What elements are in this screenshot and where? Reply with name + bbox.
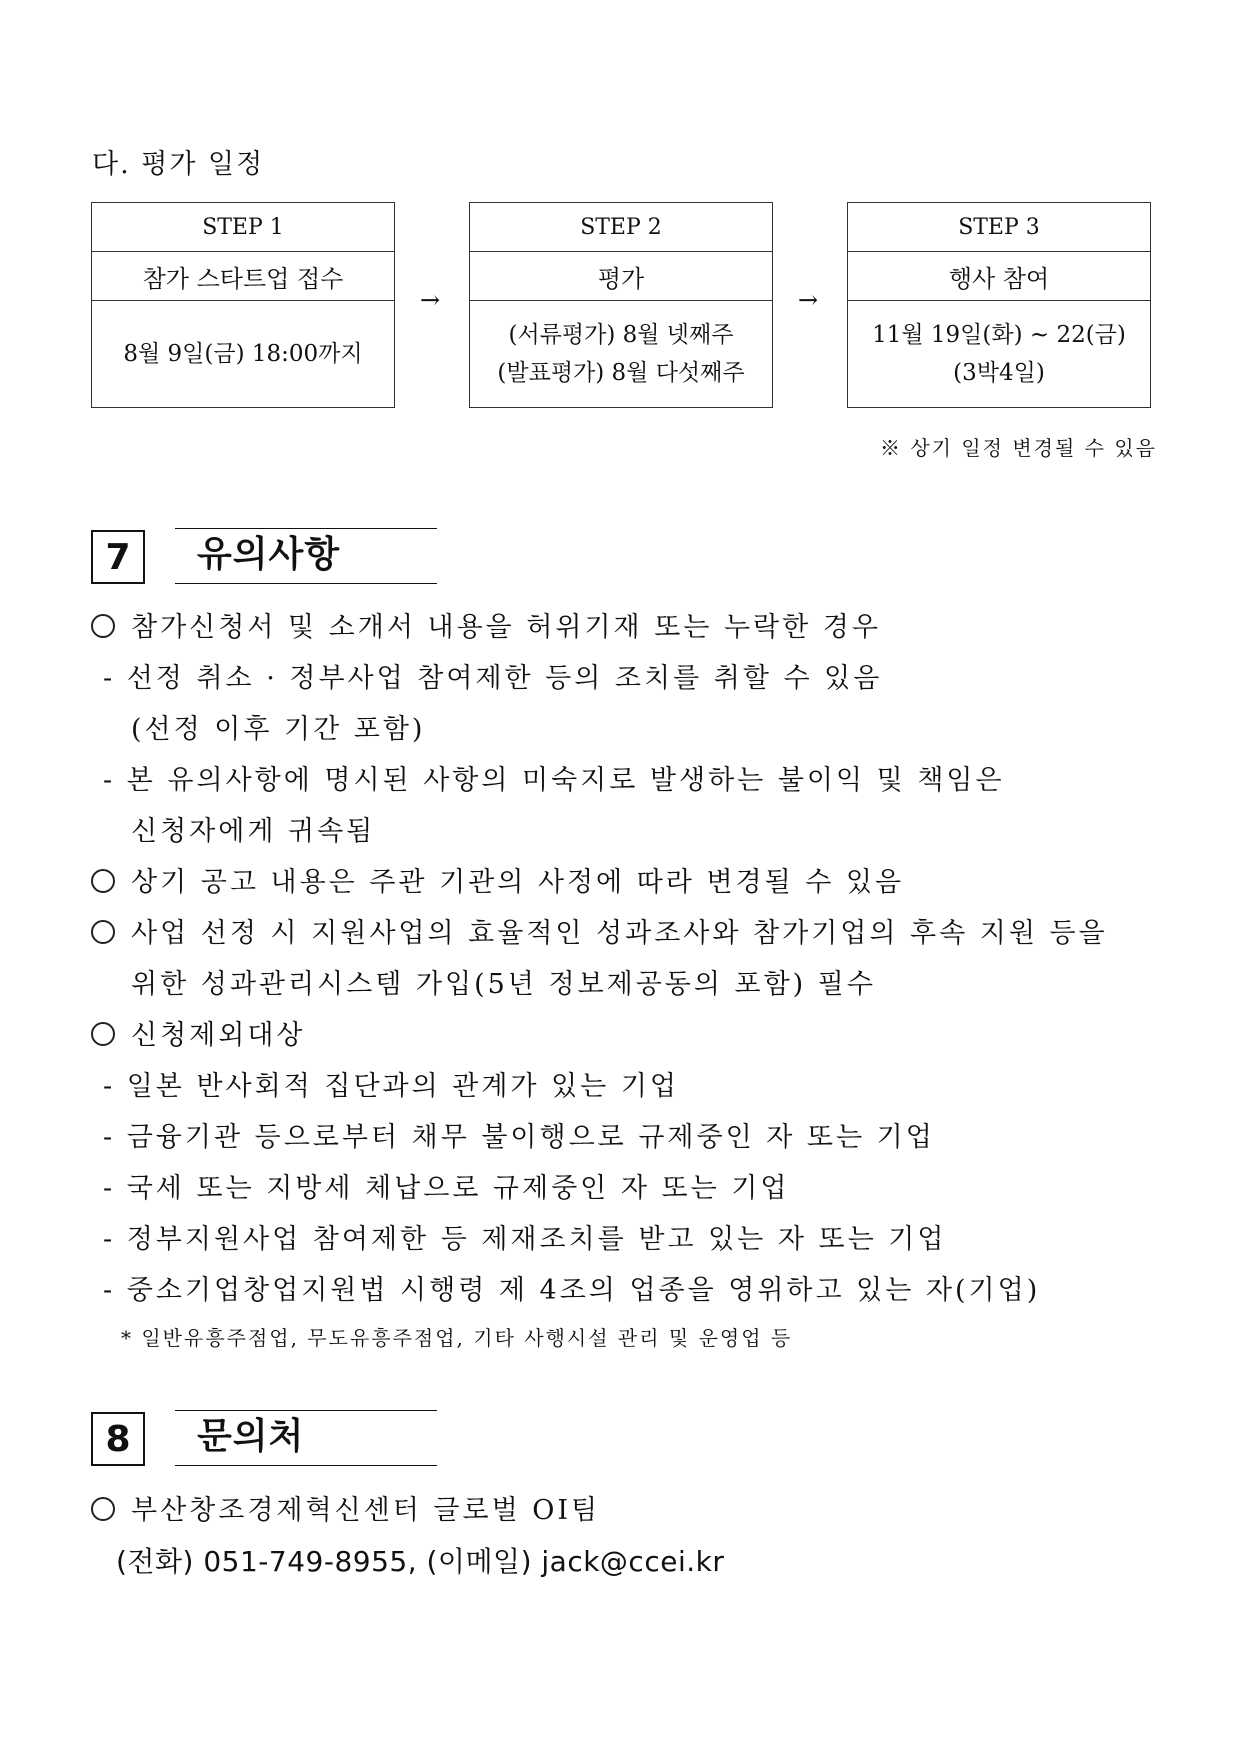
bullet-item xyxy=(91,860,904,899)
sub-item: - 정부지원사업 참여제한 등 제재조치를 받고 있는 자 또는 기업 xyxy=(103,1224,947,1255)
bullet-text: 상기 공고 내용은 주관 기관의 사정에 따라 변경될 수 있음 xyxy=(131,867,905,898)
step-detail xyxy=(92,301,394,407)
step-detail xyxy=(470,301,772,407)
schedule-note: ※ 상기 일정 변경될 수 있음 xyxy=(880,436,1157,460)
contact-info: (전화) 051-749-8955, (이메일) jack@ccei.kr xyxy=(116,1545,725,1578)
step-name: 평가 xyxy=(470,252,772,301)
step-detail-line: (3박4일) xyxy=(953,360,1045,386)
footnote: * 일반유흥주점업, 무도유흥주점업, 기타 사행시설 관리 및 운영업 등 xyxy=(121,1326,793,1350)
sub-item: - 금융기관 등으로부터 채무 불이행으로 규제중인 자 또는 기업 xyxy=(103,1122,935,1153)
step-3-box xyxy=(847,202,1151,408)
step-detail-line: (서류평가) 8월 넷째주 xyxy=(508,322,734,348)
step-2-box xyxy=(469,202,773,408)
sub-item: - 국세 또는 지방세 체납으로 규제중인 자 또는 기업 xyxy=(103,1173,790,1204)
circle-bullet-icon xyxy=(91,614,115,638)
arrow-icon: → xyxy=(798,286,819,314)
sub-item: - 일본 반사회적 집단과의 관계가 있는 기업 xyxy=(103,1071,680,1102)
step-label: STEP 2 xyxy=(470,203,772,252)
bullet-continuation: 위한 성과관리시스템 가입(5년 정보제공동의 포함) 필수 xyxy=(131,969,876,1000)
circle-bullet-icon xyxy=(91,1497,115,1521)
step-detail xyxy=(848,301,1150,407)
bullet-item xyxy=(91,1013,306,1052)
step-label: STEP 1 xyxy=(92,203,394,252)
section-title: 유의사항 xyxy=(175,528,437,584)
step-detail-line: (발표평가) 8월 다섯째주 xyxy=(497,360,745,386)
section-number: 7 xyxy=(91,530,145,584)
bullet-item xyxy=(91,605,881,644)
bullet-text: 신청제외대상 xyxy=(131,1020,306,1051)
step-name: 참가 스타트업 접수 xyxy=(92,252,394,301)
sub-item: - 선정 취소 · 정부사업 참여제한 등의 조치를 취할 수 있음 xyxy=(103,663,883,694)
bullet-item xyxy=(91,911,1108,950)
circle-bullet-icon xyxy=(91,869,115,893)
step-label: STEP 3 xyxy=(848,203,1150,252)
bullet-text: 사업 선정 시 지원사업의 효율적인 성과조사와 참가기업의 후속 지원 등을 xyxy=(131,918,1108,949)
schedule-heading: 다. 평가 일정 xyxy=(92,149,265,180)
step-detail-line: 11월 19일(화) ~ 22(금) xyxy=(872,322,1126,348)
sub-item: - 본 유의사항에 명시된 사항의 미숙지로 발생하는 불이익 및 책임은 xyxy=(103,765,1005,796)
arrow-icon: → xyxy=(420,286,441,314)
step-1-box xyxy=(91,202,395,408)
sub-item: - 중소기업창업지원법 시행령 제 4조의 업종을 영위하고 있는 자(기업) xyxy=(103,1275,1041,1306)
bullet-text: 참가신청서 및 소개서 내용을 허위기재 또는 누락한 경우 xyxy=(131,612,881,643)
step-name: 행사 참여 xyxy=(848,252,1150,301)
sub-item-continuation: 신청자에게 귀속됨 xyxy=(131,816,376,847)
circle-bullet-icon xyxy=(91,1022,115,1046)
circle-bullet-icon xyxy=(91,920,115,944)
step-detail-line: 8월 9일(금) 18:00까지 xyxy=(123,341,363,367)
contact-org: 부산창조경제혁신센터 글로벌 OI팀 xyxy=(131,1495,601,1526)
bullet-item xyxy=(91,1488,600,1527)
sub-item-continuation: (선정 이후 기간 포함) xyxy=(131,714,426,745)
section-title: 문의처 xyxy=(175,1410,437,1466)
section-number: 8 xyxy=(91,1412,145,1466)
